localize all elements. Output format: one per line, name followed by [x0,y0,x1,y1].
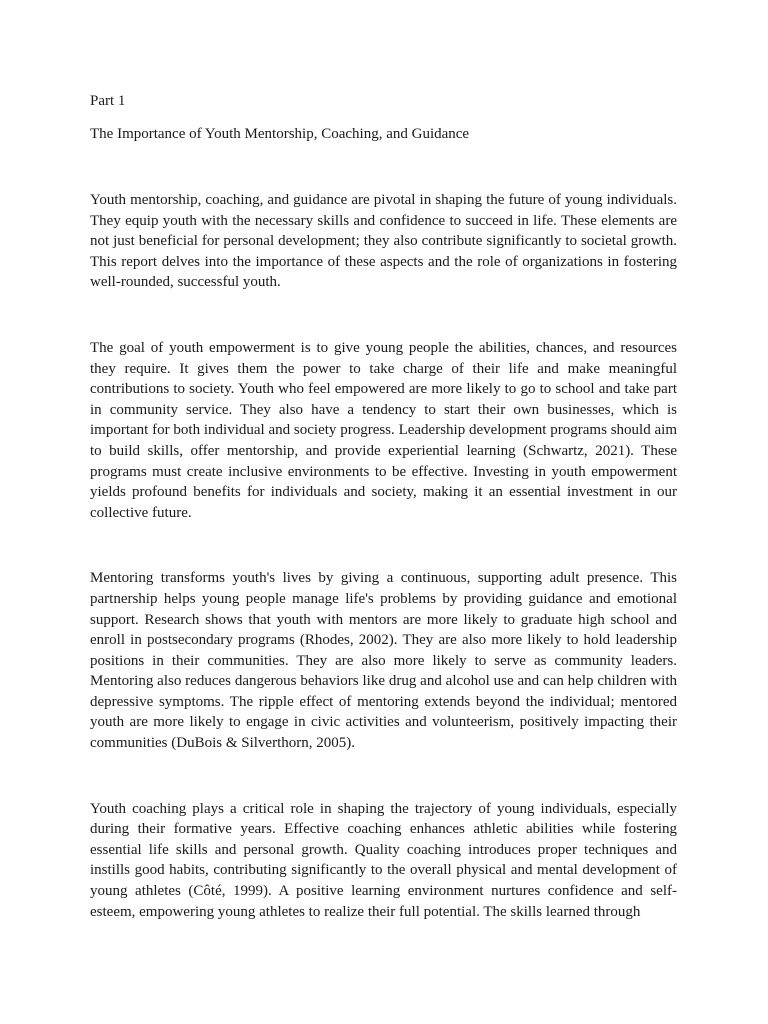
document-title: The Importance of Youth Mentorship, Coaching, and Guidance [90,126,470,142]
paragraph-mentoring: Mentoring transforms youth's lives by giving a continuous, supporting adult presence. This partnership helps young people manage life's problems by providing guidance and emotional support. Research shows that youth with mentors are more likely to graduate high school and enroll in postsecondary programs (Rhodes, 2002). They are also more likely to hold leadership positions in their communities. They are also more likely to serve as community leaders. Mentoring also reduces dangerous behaviors like drug and alcohol use and can help children with depressive symptoms. The ripple effect of mentoring extends beyond the individual; mentored youth are more likely to engage in civic activities and volunteerism, positively impacting their communities (DuBois & Silverthorn, 2005). [90,570,677,752]
part-label: Part 1 [90,93,126,109]
paragraph-coaching: Youth coaching plays a critical role in shaping the trajectory of young individuals, especially during their formative years. Effective coaching enhances athletic abilities while fostering essential life skills and personal growth. Quality coaching introduces proper techniques and instills good habits, contributing significantly to the overall physical and mental development of young athletes (Côté, 1999). A positive learning environment nurtures confidence and self-esteem, empowering young athletes to realize their full potential. The skills learned through [90,800,677,920]
paragraph-youth-empowerment: The goal of youth empowerment is to give young people the abilities, chances, and resources they require. It gives them the power to take charge of their life and make meaningful contributions to society. Youth who feel empowered are more likely to go to school and take part in community service. They also have a tendency to start their own businesses, which is important for both individual and society progress. Leadership development programs should aim to build skills, offer mentorship, and provide experiential learning (Schwartz, 2021). These programs must create inclusive environments to be effective. Investing in youth empowerment yields profound benefits for individuals and society, making it an essential investment in our collective future. [90,339,677,521]
document-page [90,91,677,967]
paragraph-intro: Youth mentorship, coaching, and guidance are pivotal in shaping the future of young individuals. They equip youth with the necessary skills and confidence to succeed in life. These elements are not just beneficial for personal development; they also contribute significantly to societal growth. This report delves into the importance of these aspects and the role of organizations in fostering well-rounded, successful youth. [90,192,677,291]
